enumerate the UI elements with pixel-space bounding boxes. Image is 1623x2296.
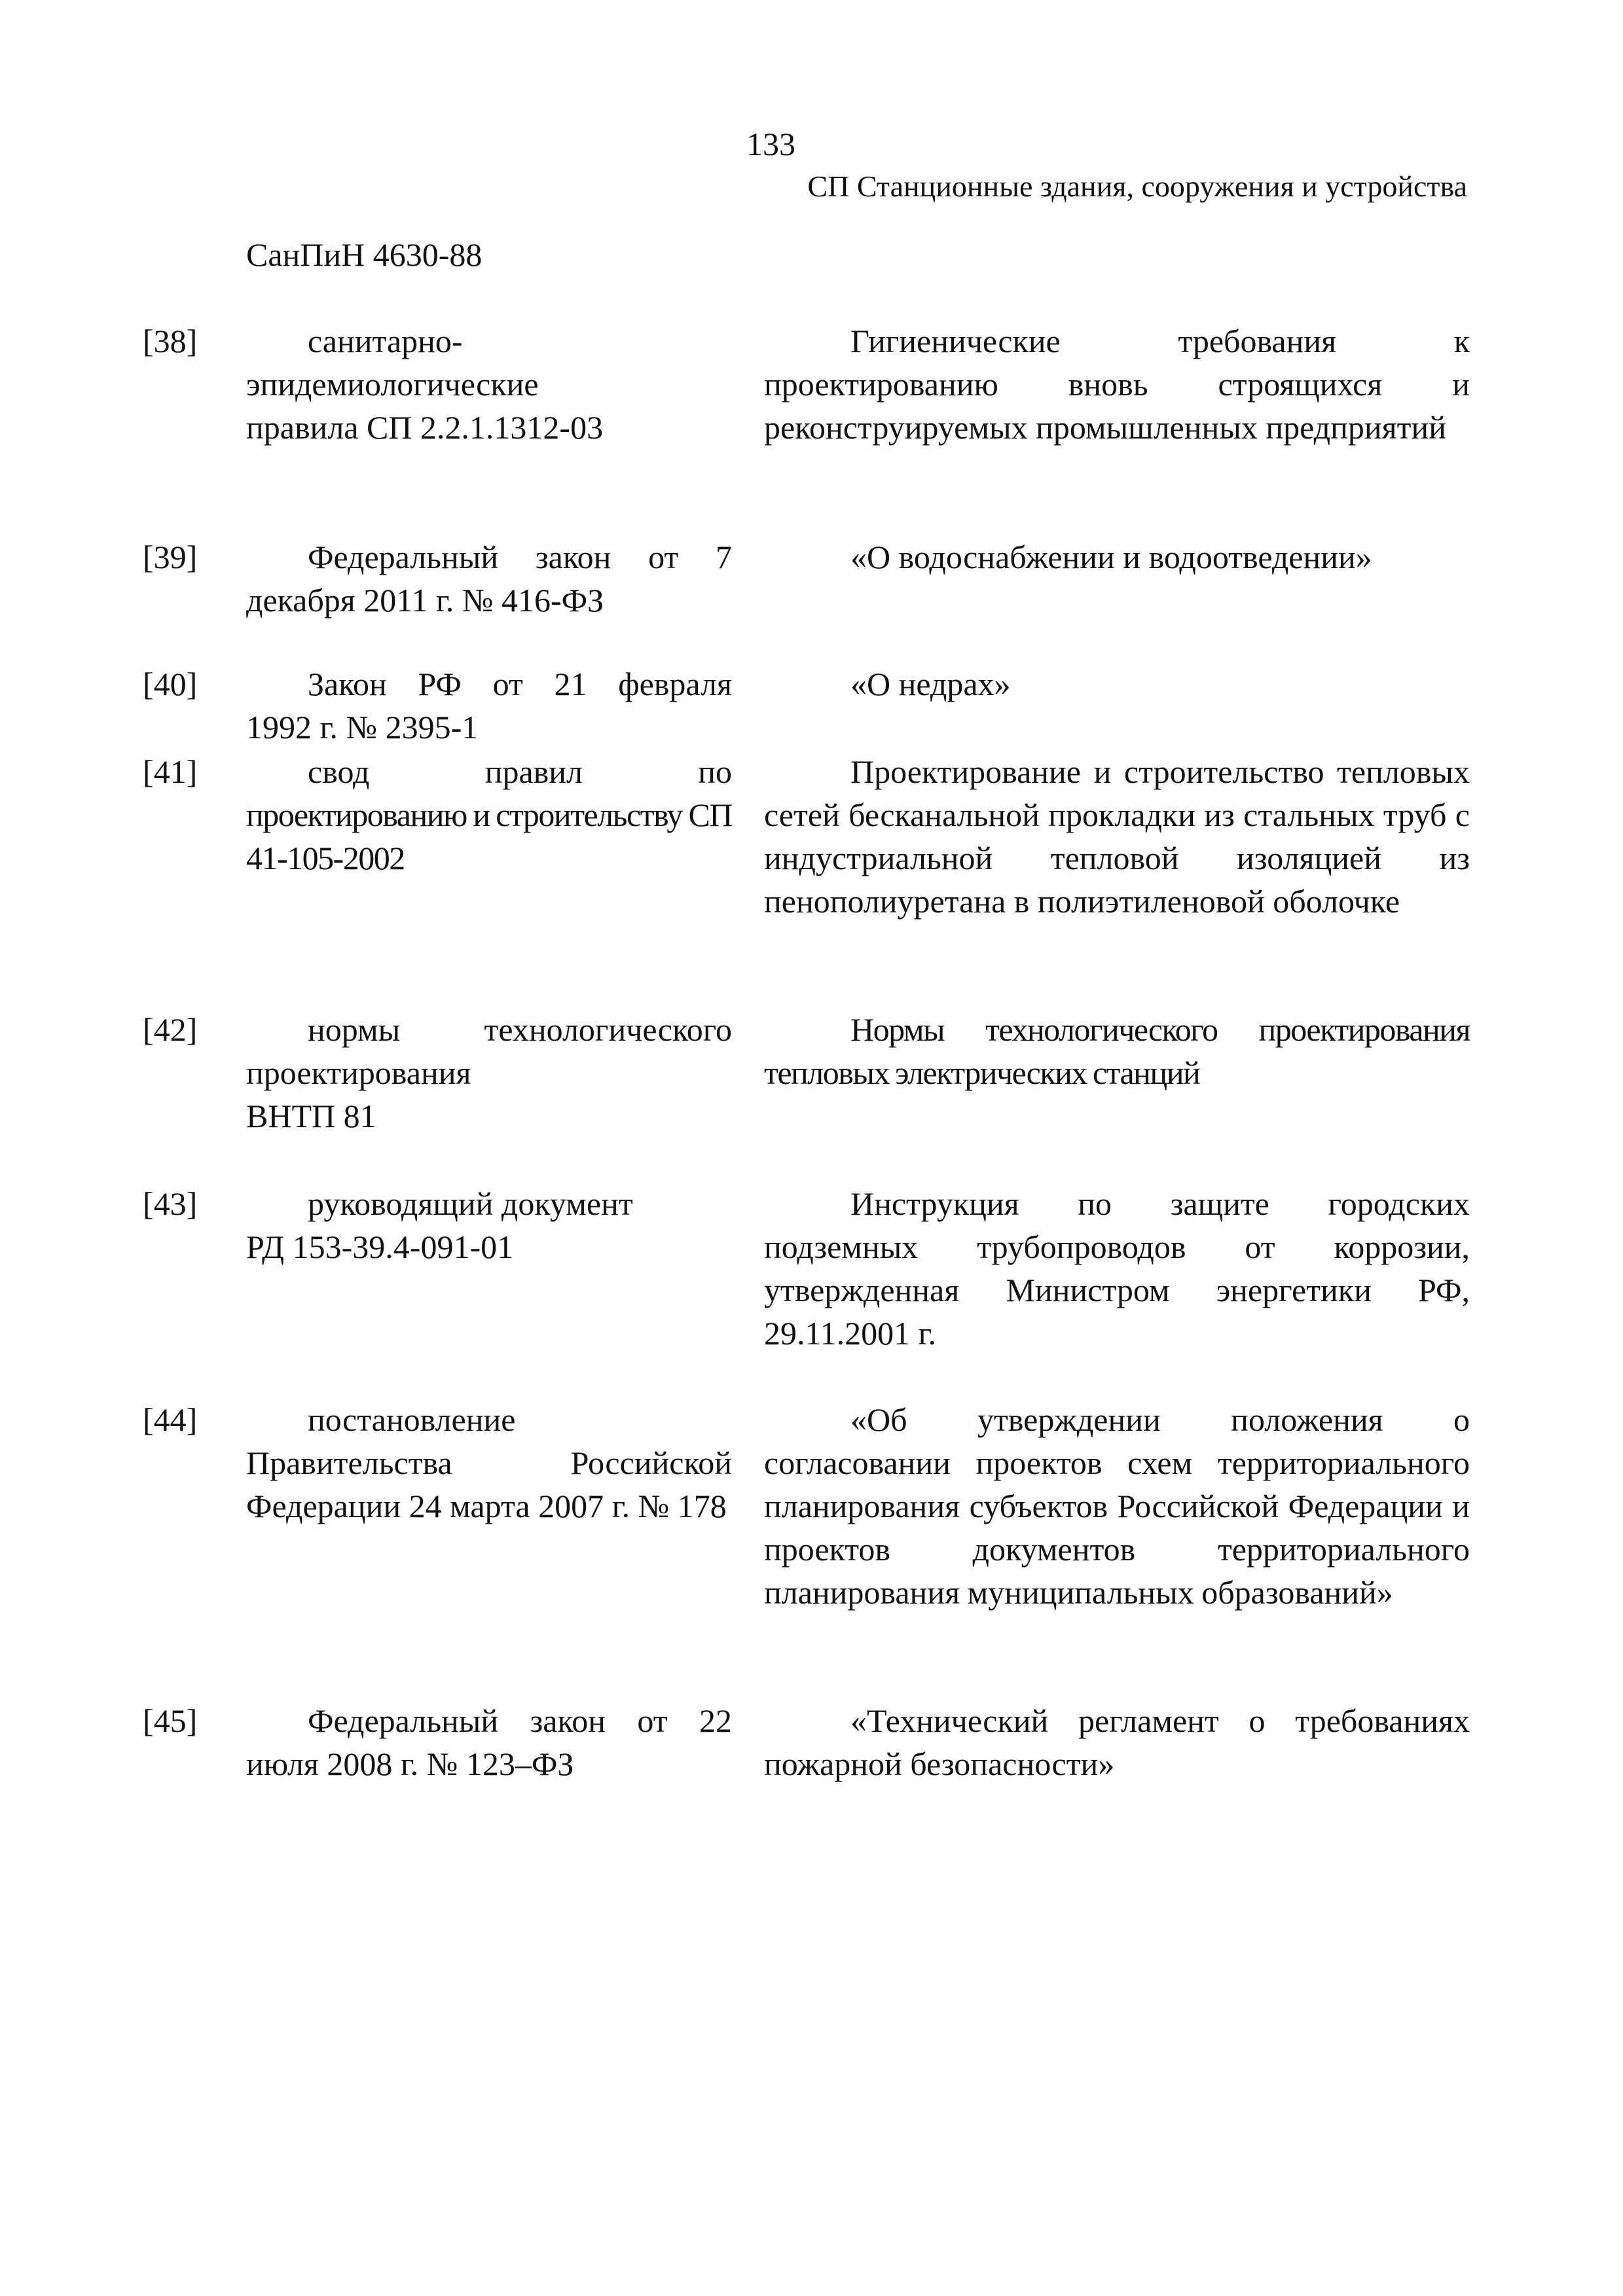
reference-source-rest: РД 153-39.4-091-01 [246, 1229, 514, 1265]
reference-source [246, 535, 732, 622]
running-header: СП Станционные здания, сооружения и устройства [807, 170, 1467, 203]
reference-source-rest: июля 2008 г. № 123–ФЗ [246, 1746, 574, 1782]
reference-title: Проектирование и строительство тепловых сетей бесканальной прокладки из стальных труб с индустриальной тепловой изоляцией из пенополиуретана в полиэтиленовой оболочке [764, 753, 1470, 920]
reference-source-first-line: Федеральный закон от 7 [308, 539, 732, 575]
reference-source [246, 1699, 732, 1785]
reference-title: Нормы технологического проектирования тепловых электрических станций [764, 1011, 1470, 1091]
reference-title: «О недрах» [850, 666, 1011, 702]
reference-source [246, 1182, 732, 1268]
reference-source-rest: проектированию и строительству СП 41-105-2002 [246, 797, 732, 876]
reference-number: [43] [143, 1185, 198, 1222]
reference-source-rest: эпидемиологические правила СП 2.2.1.1312-03 [246, 366, 604, 446]
reference-title: «Технический регламент о требованиях пожарной безопасности» [764, 1702, 1470, 1782]
reference-source [246, 1008, 732, 1138]
reference-source [246, 319, 732, 449]
reference-source-first-line: Федеральный закон от 22 [308, 1702, 732, 1739]
reference-source-first-line: свод правил по [308, 753, 732, 790]
reference-title: «О водоснабжении и водоотведении» [850, 539, 1372, 575]
continuation-line: СанПиН 4630-88 [246, 236, 483, 273]
reference-source-first-line: нормы технологического [308, 1011, 732, 1048]
reference-number: [40] [143, 666, 198, 702]
reference-title: «Об утверждении положения о согласовании проектов схем территориального планирования субъектов Российской Федерации и проектов документов территориального планирования муниципальных образований» [764, 1401, 1470, 1611]
reference-source [246, 750, 732, 880]
page-number: 133 [746, 126, 795, 162]
reference-number: [39] [143, 539, 198, 575]
reference-number: [42] [143, 1011, 198, 1048]
reference-source-first-line: санитарно- [308, 323, 463, 359]
reference-number: [44] [143, 1401, 198, 1438]
reference-source-first-line: Закон РФ от 21 февраля [308, 666, 732, 702]
reference-number: [45] [143, 1702, 198, 1739]
reference-source-rest: 1992 г. № 2395-1 [246, 709, 479, 745]
reference-number: [41] [143, 753, 198, 790]
reference-title: Инструкция по защите городских подземных трубопроводов от коррозии, утвержденная Министром энергетики РФ, 29.11.2001 г. [764, 1185, 1470, 1352]
reference-source-rest: декабря 2011 г. № 416-ФЗ [246, 582, 604, 619]
reference-source-first-line: руководящий документ [308, 1185, 633, 1222]
reference-source-rest: Правительства Российской Федерации 24 марта 2007 г. № 178 [246, 1444, 732, 1524]
reference-source [246, 1398, 732, 1528]
reference-source [246, 662, 732, 749]
reference-title: Гигиенические требования к проектированию вновь строящихся и реконструируемых промышленных предприятий [764, 323, 1470, 446]
reference-number: [38] [143, 323, 198, 359]
reference-source-rest: проектирования ВНТП 81 [246, 1054, 471, 1134]
reference-source-first-line: постановление [308, 1401, 516, 1438]
